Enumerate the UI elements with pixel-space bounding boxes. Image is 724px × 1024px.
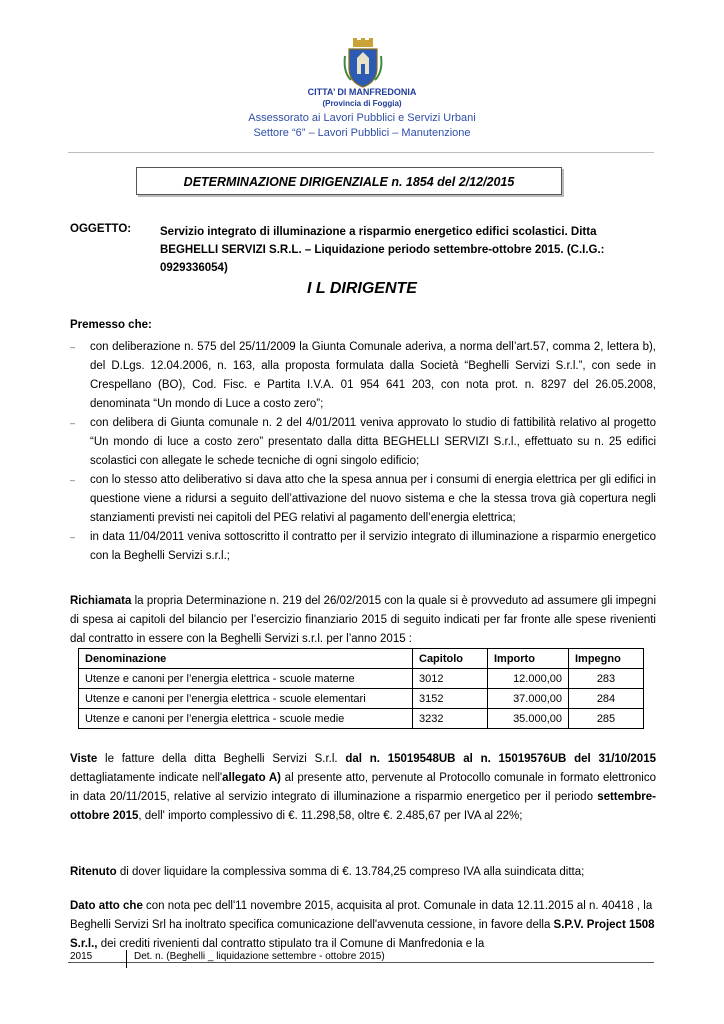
invoices-range: dal n. 15019548UB al n. 15019576UB del 31/10/2015: [345, 753, 656, 765]
header-divider: [68, 152, 654, 153]
recalled-text: la propria Determinazione n. 219 del 26/02/2015 con la quale si è provveduto ad assumere gli impegni di spesa ai capitoli del bilancio per l’esercizio finanziario 2015 di seguito indicati per far fronte alle spese rivenienti dal contratto in essere con la Beghelli Servizi s.r.l. per l’anno 2015 :: [70, 595, 656, 645]
department-name: Assessorato ai Lavori Pubblici e Servizi Urbani: [248, 112, 476, 124]
section-heading: I L DIRIGENTE: [307, 280, 417, 297]
subject-text: Servizio integrato di illuminazione a risparmio energetico edifici scolastici. Ditta BEGHELLI SERVIZI S.R.L. – Liquidazione periodo settembre-ottobre 2015. (C.I.G.: 0929336054): [160, 226, 605, 274]
period-label: settembre-ottobre 2015: [70, 791, 656, 822]
held-text: di dover liquidare la complessiva somma di €. 13.784,25 compreso IVA alla suindicata ditta;: [116, 866, 585, 878]
column-header: Impegno: [569, 649, 644, 669]
company-name: S.P.V. Project 1508 S.r.l.,: [70, 919, 655, 950]
noted-paragraph: [70, 897, 656, 954]
table-row: [79, 709, 644, 729]
premise-item: – in data 11/04/2011 veniva sottoscritto il contratto per il servizio integrato di illuminazione a risparmio energetico con la Beghelli Servizi s.r.l.;: [70, 528, 656, 566]
noted-bold: Dato atto che: [70, 900, 143, 912]
table-header-row: [79, 649, 644, 669]
table-cell: 3232: [413, 709, 488, 729]
noted-text: dei crediti rivenienti dal contratto stipulato tra il Comune di Manfredonia e la: [97, 938, 485, 950]
sector-name: Settore “6” – Lavori Pubblici – Manutenzione: [253, 127, 471, 139]
table-cell: 285: [569, 709, 644, 729]
premises-list: [70, 338, 656, 566]
commitments-table: [78, 648, 644, 729]
column-header: Importo: [488, 649, 569, 669]
province-name: (Provincia di Foggia): [322, 99, 402, 108]
footer-year: 2015: [70, 951, 93, 962]
premise-item: – con delibera di Giunta comunale n. 2 del 4/01/2011 veniva approvato lo studio di fattibilità relativo al progetto “Un mondo di luce a costo zero” presentato dalla ditta BEGHELLI SERVIZI S.r.l., effettuato su n. 25 edifici scolastici con allegate le schede tecniche di ogni singolo edificio;: [70, 414, 656, 471]
recalled-paragraph: [70, 592, 656, 649]
noted-text: con nota pec dell'11 novembre 2015, acquisita al prot. Comunale in data 12.11.2015 al n. 40418 , la Beghelli Servizi Srl ha inoltrato specifica comunicazione dell'avvenuta cessione, in favore della: [70, 900, 653, 931]
table-cell: 283: [569, 669, 644, 689]
premise-label: Premesso che:: [70, 319, 152, 331]
table-cell: 284: [569, 689, 644, 709]
invoices-text: le fatture della ditta Beghelli Servizi S.r.l.: [97, 753, 346, 765]
attachment-ref: allegato A): [222, 772, 281, 784]
footer-separator: [126, 950, 127, 968]
table-cell: 12.000,00: [488, 669, 569, 689]
table-cell: 3012: [413, 669, 488, 689]
premise-item: – con deliberazione n. 575 del 25/11/2009 la Giunta Comunale aderiva, a norma dell’art.57, comma 2, lettera b), del D.Lgs. 12.04.2006, n. 163, alla proposta formulata dalla Società “Beghelli Servizi S.r.l.”, con sede in Crespellano (BO), Cod. Fisc. e Partita I.V.A. 01 954 641 203, con nota prot. n. 8297 del 26.05.2008, denominata “Un mondo di Luce a costo zero”;: [70, 338, 656, 414]
table-cell: 37.000,00: [488, 689, 569, 709]
city-name: CITTA’ DI MANFREDONIA: [307, 87, 417, 97]
footer-text: Det. n. (Beghelli _ liquidazione settembre - ottobre 2015): [134, 951, 385, 962]
determination-title: DETERMINAZIONE DIRIGENZIALE n. 1854 del 2/12/2015: [183, 175, 515, 189]
held-paragraph: [70, 863, 656, 882]
table-cell: Utenze e canoni per l’energia elettrica - scuole elementari: [79, 689, 413, 709]
table-row: [79, 669, 644, 689]
held-bold: Ritenuto: [70, 866, 117, 878]
invoices-text: dettagliatamente indicate nell': [70, 772, 223, 784]
subject-label: OGGETTO:: [70, 223, 132, 235]
invoices-text: , dell' importo complessivo di €. 11.298,58, oltre €. 2.485,67 per IVA al 22%;: [138, 810, 523, 822]
table-row: [79, 689, 644, 709]
invoices-paragraph: [70, 750, 656, 826]
table-cell: 35.000,00: [488, 709, 569, 729]
invoices-text: al presente atto, pervenute al Protocollo comunale in formato elettronico in data 20/11/2015, relative al servizio integrato di illuminazione a risparmio energetico per il periodo: [70, 772, 656, 803]
table-cell: 3152: [413, 689, 488, 709]
recalled-bold: Richiamata: [70, 595, 132, 607]
premise-item: – con lo stesso atto deliberativo si dava atto che la spesa annua per i consumi di energia elettrica per gli edifici in questione viene a ridursi a seguito dell’attivazione del nuovo sistema e che la stessa trova già copertura negli stanziamenti previsti nei capitoli del PEG relativi al pagamento dell’energia elettrica;: [70, 471, 656, 528]
city-coat-of-arms-icon: [343, 38, 383, 88]
footer-divider: [68, 962, 654, 963]
table-cell: Utenze e canoni per l’energia elettrica - scuole medie: [79, 709, 413, 729]
table-cell: Utenze e canoni per l’energia elettrica - scuole materne: [79, 669, 413, 689]
invoices-bold: Viste: [70, 753, 98, 765]
column-header: Capitolo: [413, 649, 488, 669]
column-header: Denominazione: [79, 649, 413, 669]
